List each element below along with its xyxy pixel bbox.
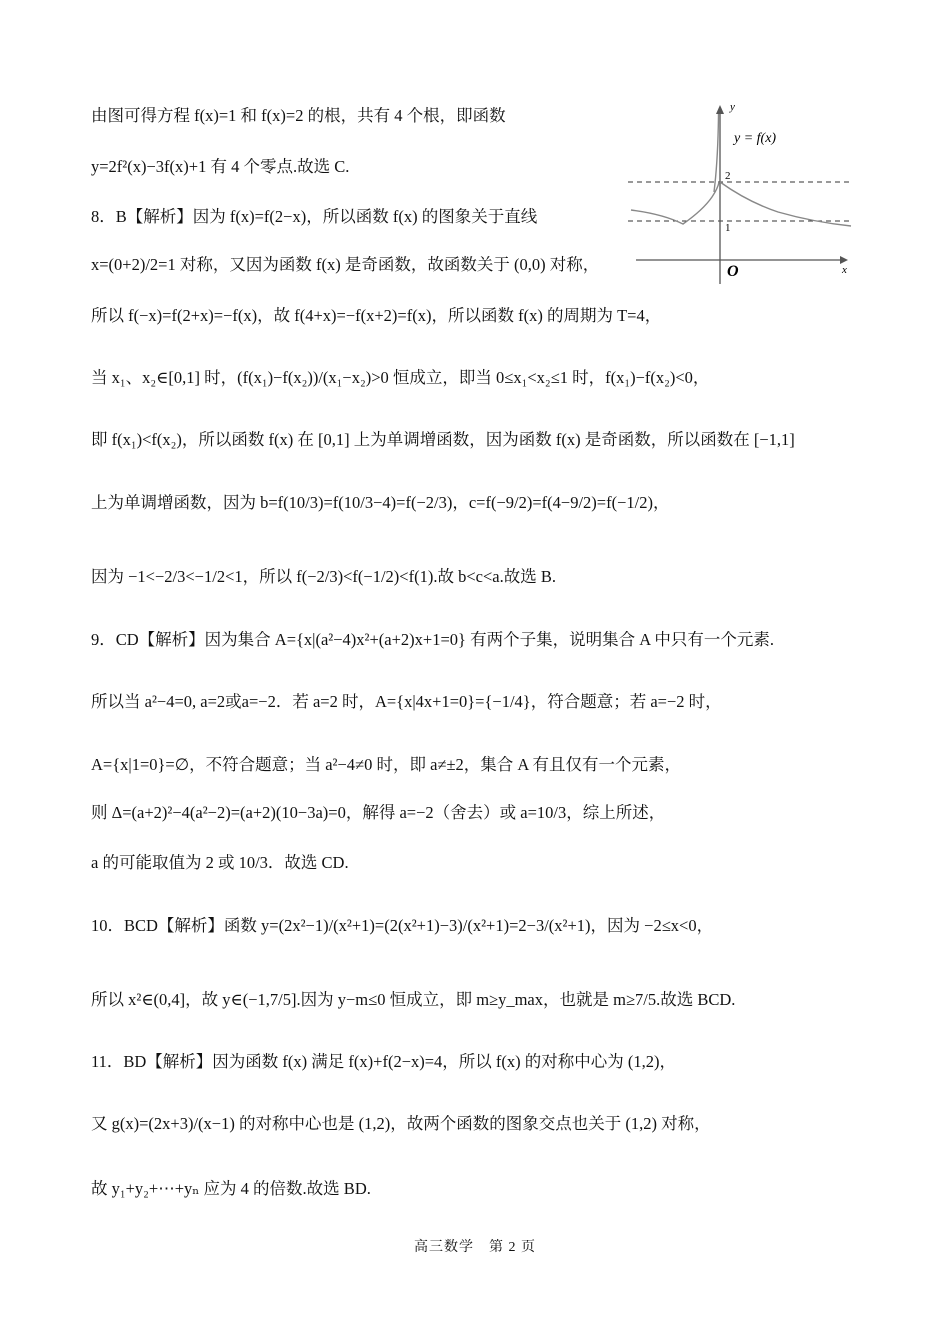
text-line-18: 又 g(x)=(2x+3)/(x−1) 的对称中心也是 (1,2)，故两个函数的图象交点也关于 (1,2) 对称， bbox=[91, 1114, 711, 1133]
text-line-10: 9．CD【解析】因为集合 A={x|(a²−4)x²+(a+2)x+1=0} 有两个子集，说明集合 A 中只有一个元素. bbox=[91, 630, 774, 649]
text-line-5: 所以 f(−x)=f(2+x)=−f(x)，故 f(4+x)=−f(x+2)=f(x)，所以函数 f(x) 的周期为 T=4， bbox=[91, 306, 662, 325]
text-line-7: 即 f(x₁)<f(x₂)，所以函数 f(x) 在 [0,1] 上为单调增函数，因为函数 f(x) 是奇函数，所以函数在 [−1,1] bbox=[91, 430, 795, 449]
text-line-14: a 的可能取值为 2 或 10/3．故选 CD. bbox=[91, 853, 349, 872]
curve-label: y = f(x) bbox=[734, 131, 777, 146]
text-line-4: x=(0+2)/2=1 对称，又因为函数 f(x) 是奇函数，故函数关于 (0,0) 对称， bbox=[91, 255, 600, 274]
origin-label: O bbox=[727, 263, 739, 280]
text-line-17: 11．BD【解析】因为函数 f(x) 满足 f(x)+f(2−x)=4，所以 f(x) 的对称中心为 (1,2)， bbox=[91, 1052, 677, 1071]
text-line-19: 故 y₁+y₂+⋯+yₙ 应为 4 的倍数.故选 BD. bbox=[91, 1179, 371, 1198]
text-line-15: 10．BCD【解析】函数 y=(2x²−1)/(x²+1)=(2(x²+1)−3)/(x²+1)=2−3/(x²+1)，因为 −2≤x<0， bbox=[91, 916, 714, 935]
curve-right bbox=[720, 182, 851, 226]
text-line-11: 所以当 a²−4=0, a=2或a=−2．若 a=2 时，A={x|4x+1=0}={−1/4}，符合题意；若 a=−2 时， bbox=[91, 692, 722, 711]
tick-label-2: 2 bbox=[725, 170, 731, 182]
curve-spike bbox=[714, 114, 719, 192]
text-line-2: y=2f²(x)−3f(x)+1 有 4 个零点.故选 C. bbox=[91, 157, 350, 176]
y-axis-arrow bbox=[716, 105, 724, 114]
text-line-6: 当 x₁、x₂∈[0,1] 时，(f(x₁)−f(x₂))/(x₁−x₂)>0 恒成立，即当 0≤x₁<x₂≤1 时，f(x₁)−f(x₂)<0， bbox=[91, 368, 710, 387]
x-axis-label: x bbox=[842, 264, 847, 276]
text-line-9: 因为 −1<−2/3<−1/2<1，所以 f(−2/3)<f(−1/2)<f(1).故 b<c<a.故选 B. bbox=[91, 567, 556, 586]
text-line-13: 则 Δ=(a+2)²−4(a²−2)=(a+2)(10−3a)=0，解得 a=−2（舍去）或 a=10/3，综上所述， bbox=[91, 803, 666, 822]
text-line-12: A={x|1=0}=∅，不符合题意；当 a²−4≠0 时，即 a≠±2，集合 A 有且仅有一个元素， bbox=[91, 755, 682, 774]
x-axis-arrow bbox=[840, 256, 848, 264]
text-line-16: 所以 x²∈(0,4]，故 y∈(−1,7/5].因为 y−m≤0 恒成立，即 m≥y_max，也就是 m≥7/5.故选 BCD. bbox=[91, 990, 736, 1009]
text-line-3: 8．B【解析】因为 f(x)=f(2−x)，所以函数 f(x) 的图象关于直线 bbox=[91, 207, 538, 226]
function-graph bbox=[628, 100, 854, 288]
text-line-8: 上为单调增函数，因为 b=f(10/3)=f(10/3−4)=f(−2/3)，c=f(−9/2)=f(4−9/2)=f(−1/2)， bbox=[91, 493, 670, 512]
page-footer: 高三数学 第 2 页 bbox=[414, 1240, 536, 1255]
tick-label-1: 1 bbox=[725, 222, 731, 234]
y-axis-label: y bbox=[730, 101, 735, 113]
text-line-1: 由图可得方程 f(x)=1 和 f(x)=2 的根，共有 4 个根，即函数 bbox=[91, 106, 506, 125]
curve-left bbox=[631, 182, 719, 224]
